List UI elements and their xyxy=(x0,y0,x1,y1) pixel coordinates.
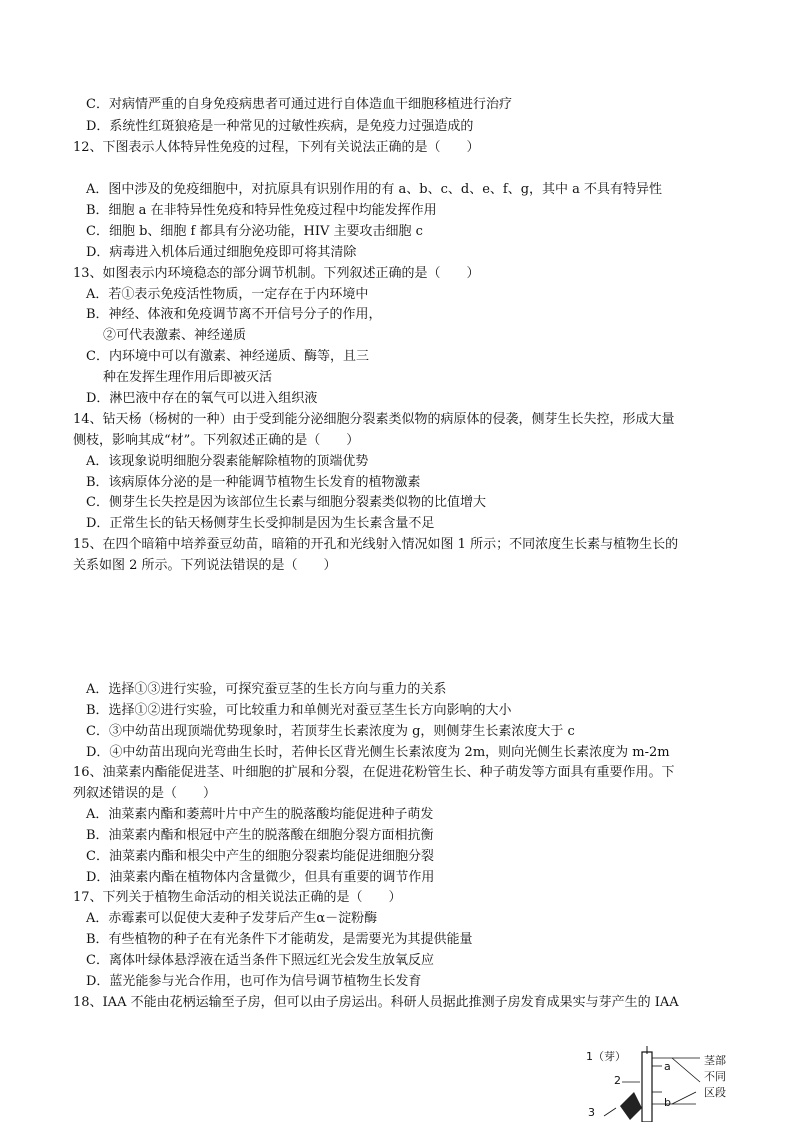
q13-option-c: C．内环境中可以有激素、神经递质、酶等，且三 xyxy=(86,349,369,364)
q18-stem: 18、IAA 不能由花柄运输至子房，但可以由子房运出。科研人员据此推测子房发育成果实与芽产生的 IAA xyxy=(73,995,679,1010)
q15-option-d: D．④中幼苗出现向光弯曲生长时，若伸长区背光侧生长素浓度为 2m，则向光侧生长素浓度为 m-2m xyxy=(86,745,670,760)
node-label-3: 3 xyxy=(588,1106,595,1119)
q11-option-c: C．对病情严重的自身免疫病患者可通过进行自体造血干细胞移植进行治疗 xyxy=(86,97,512,112)
q14-stem-cont: 侧枝，影响其成“材”。下列叙述正确的是（ ） xyxy=(73,433,360,448)
leaf-shape xyxy=(620,1092,642,1120)
q12-option-d: D．病毒进入机体后通过细胞免疫即可将其清除 xyxy=(86,245,357,260)
q13-option-b: B．神经、体液和免疫调节离不开信号分子的作用， xyxy=(86,307,382,322)
side-label-line-3: 区段 xyxy=(704,1086,726,1099)
q13-stem: 13、如图表示内环境稳态的部分调节机制。下列叙述正确的是（ ） xyxy=(73,266,480,281)
q15-option-c: C．③中幼苗出现顶端优势现象时，若顶芽生长素浓度为 g，则侧芽生长素浓度大于 c xyxy=(86,724,575,739)
q15-stem-cont: 关系如图 2 所示。下列说法错误的是（ ） xyxy=(73,558,337,573)
q13-option-c-cont: 种在发挥生理作用后即被灭活 xyxy=(103,370,273,385)
q13-option-a: A．若①表示免疫活性物质，一定存在于内环境中 xyxy=(86,287,369,302)
q17-stem: 17、下列关于植物生命活动的相关说法正确的是（ ） xyxy=(73,890,402,905)
side-label-line-1: 茎部 xyxy=(704,1054,726,1067)
side-label-line-2: 不同 xyxy=(704,1070,726,1083)
q12-option-c: C．细胞 b、细胞 f 都具有分泌功能，HIV 主要攻击细胞 c xyxy=(86,224,423,239)
q15-stem: 15、在四个暗箱中培养蚕豆幼苗，暗箱的开孔和光线射入情况如图 1 所示；不同浓度生长素与植物生长的 xyxy=(73,537,679,552)
q14-stem: 14、钻天杨（杨树的一种）由于受到能分泌细胞分裂素类似物的病原体的侵袭，侧芽生长失控，形成大量 xyxy=(73,412,675,427)
q15-option-a: A．选择①③进行实验，可探究蚕豆茎的生长方向与重力的关系 xyxy=(86,682,447,697)
q12-option-b: B．细胞 a 在非特异性免疫和特异性免疫过程中均能发挥作用 xyxy=(86,203,437,218)
q14-option-d: D．正常生长的钻天杨侧芽生长受抑制是因为生长素含量不足 xyxy=(86,516,435,531)
q18-plant-diagram xyxy=(578,1046,738,1122)
q16-option-c: C．油菜素内酯和根尖中产生的细胞分裂素均能促进细胞分裂 xyxy=(86,849,434,864)
segment-label-b: b xyxy=(664,1096,671,1109)
q15-option-b: B．选择①②进行实验，可比较重力和单侧光对蚕豆茎生长方向影响的大小 xyxy=(86,703,512,718)
q16-option-b: B．油菜素内酯和根冠中产生的脱落酸在细胞分裂方面相抗衡 xyxy=(86,828,434,843)
q12-stem: 12、下图表示人体特异性免疫的过程，下列有关说法正确的是（ ） xyxy=(73,140,480,155)
q16-stem-cont: 列叙述错误的是（ ） xyxy=(73,786,217,801)
q13-option-d: D．淋巴液中存在的氧气可以进入组织液 xyxy=(86,391,318,406)
q17-option-b: B．有些植物的种子在有光条件下才能萌发，是需要光为其提供能量 xyxy=(86,932,473,947)
q11-option-d: D．系统性红斑狼疮是一种常见的过敏性疾病，是免疫力过强造成的 xyxy=(86,119,474,134)
q14-option-b: B．该病原体分泌的是一种能调节植物生长发育的植物激素 xyxy=(86,475,421,490)
q17-option-a: A．赤霉素可以促使大麦种子发芽后产生α－淀粉酶 xyxy=(86,911,378,926)
node-label-2: 2 xyxy=(614,1074,621,1087)
q14-option-a: A．该现象说明细胞分裂素能解除植物的顶端优势 xyxy=(86,454,369,469)
stem-shape xyxy=(642,1052,652,1122)
q12-option-a: A．图中涉及的免疫细胞中，对抗原具有识别作用的有 a、b、c、d、e、f、g，其中 a 不具有特异性 xyxy=(86,182,663,197)
bud-label: 1（芽） xyxy=(586,1050,626,1063)
q14-option-c: C．侧芽生长失控是因为该部位生长素与细胞分裂素类似物的比值增大 xyxy=(86,495,486,510)
q16-option-d: D．油菜素内酯在植物体内含量微少，但具有重要的调节作用 xyxy=(86,870,435,885)
segment-label-a: a xyxy=(664,1060,671,1073)
q16-option-a: A．油菜素内酯和萎蔫叶片中产生的脱落酸均能促进种子萌发 xyxy=(86,807,434,822)
q16-stem: 16、油菜素内酯能促进茎、叶细胞的扩展和分裂，在促进花粉管生长、种子萌发等方面具有重要作用。下 xyxy=(73,765,675,780)
q17-option-c: C．离体叶绿体悬浮液在适当条件下照远红光会发生放氧反应 xyxy=(86,953,434,968)
q13-option-b-cont: ②可代表激素、神经递质 xyxy=(103,328,247,343)
q17-option-d: D．蓝光能参与光合作用，也可作为信号调节植物生长发育 xyxy=(86,974,422,989)
